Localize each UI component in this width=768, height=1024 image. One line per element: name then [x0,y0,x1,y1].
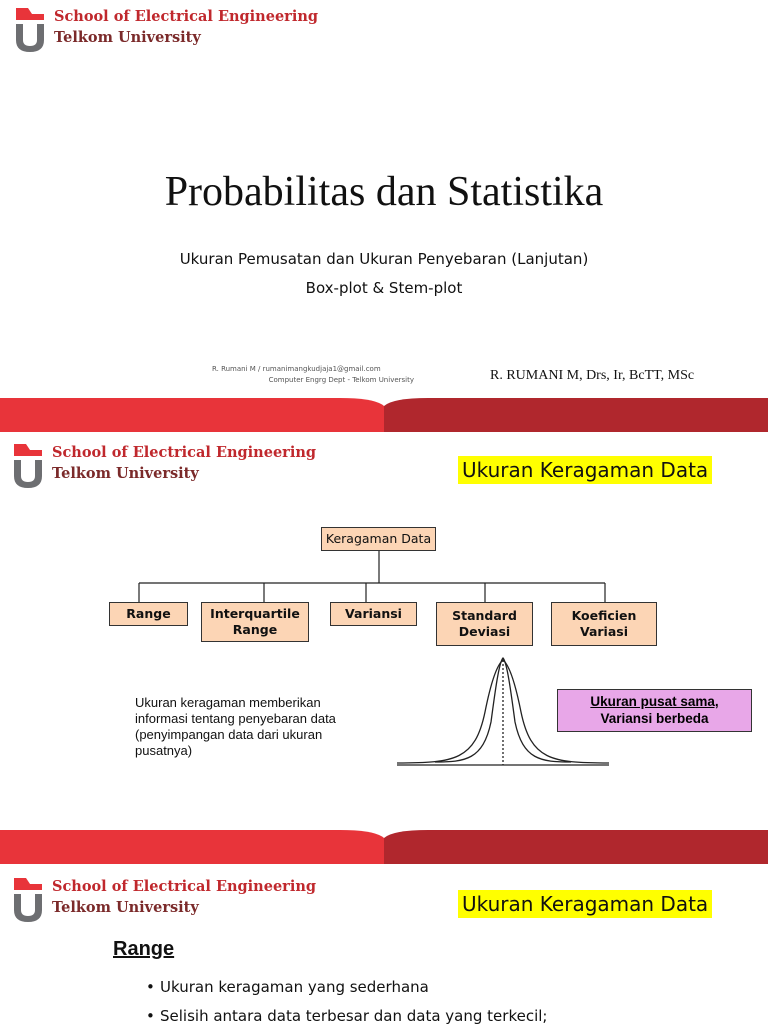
author-name: R. RUMANI M, Drs, Ir, BcTT, MSc [490,368,695,383]
bullet-item: • Selisih antara data terbesar dan data yang terkecil; [160,1007,547,1024]
logo-line-1: School of Electrical Engineering [52,444,317,461]
presentation-title: Probabilitas dan Statistika [164,169,604,215]
callout-line-1: Ukuran pusat sama, [590,694,719,709]
subtitle-2: Box-plot & Stem-plot [305,279,463,297]
logo-line-2: Telkom University [52,899,199,916]
footer-band [0,396,768,432]
node-koeficien-variasi [551,602,657,646]
bullet-item: • Ukuran keragaman yang sederhana [160,978,429,996]
logo-line-2: Telkom University [52,465,199,482]
description-line-1: Ukuran keragaman memberikan [135,695,321,710]
logo-line-1: School of Electrical Engineering [54,8,319,25]
section-heading: Range [113,938,175,960]
node-variansi-label: Variansi [345,606,402,621]
node-sd-line-1: Standard [452,608,517,623]
node-iqr-line-1: Interquartile [210,606,300,621]
slide-title: Ukuran Keragaman Data [458,890,712,918]
node-kv-line-1: Koeficien [571,608,637,623]
node-sd-line-2: Deviasi [458,624,511,639]
node-range [109,602,188,626]
contact-line-2: Computer Engrg Dept - Telkom University [268,376,414,384]
footer-band [0,828,768,864]
slide-title: Ukuran Keragaman Data [458,456,712,484]
slide-3 [0,866,768,1024]
telkom-logo-icon [14,6,46,46]
node-standard-deviasi [436,602,533,646]
node-kv-line-2: Variasi [579,624,629,639]
logo-line-1: School of Electrical Engineering [52,878,317,895]
description-line-2: informasi tentang penyebaran data [135,711,336,726]
school-logo [14,6,318,48]
node-range-label: Range [126,606,171,621]
node-iqr-line-2: Range [232,622,278,637]
description-line-4: pusatnya) [135,743,193,758]
description-text [135,695,336,759]
slide-2 [0,432,768,866]
node-interquartile-range [201,602,309,642]
node-variansi [330,602,417,626]
tree-connectors [0,432,768,866]
contact-line-1: R. Rumani M / rumanimangkudjaja1@gmail.com [212,365,381,373]
telkom-logo-icon [12,876,44,916]
subtitle-1: Ukuran Pemusatan dan Ukuran Penyebaran (Lanjutan) [179,250,589,268]
contact-info [150,364,414,386]
root-node [321,527,436,551]
callout-line-2: Variansi berbeda [600,711,709,726]
root-node-label: Keragaman Data [325,531,432,546]
slide-1 [0,0,768,432]
school-logo [12,876,316,918]
description-line-3: (penyimpangan data dari ukuran [135,727,323,742]
callout-box [557,689,752,732]
logo-line-2: Telkom University [54,29,201,46]
